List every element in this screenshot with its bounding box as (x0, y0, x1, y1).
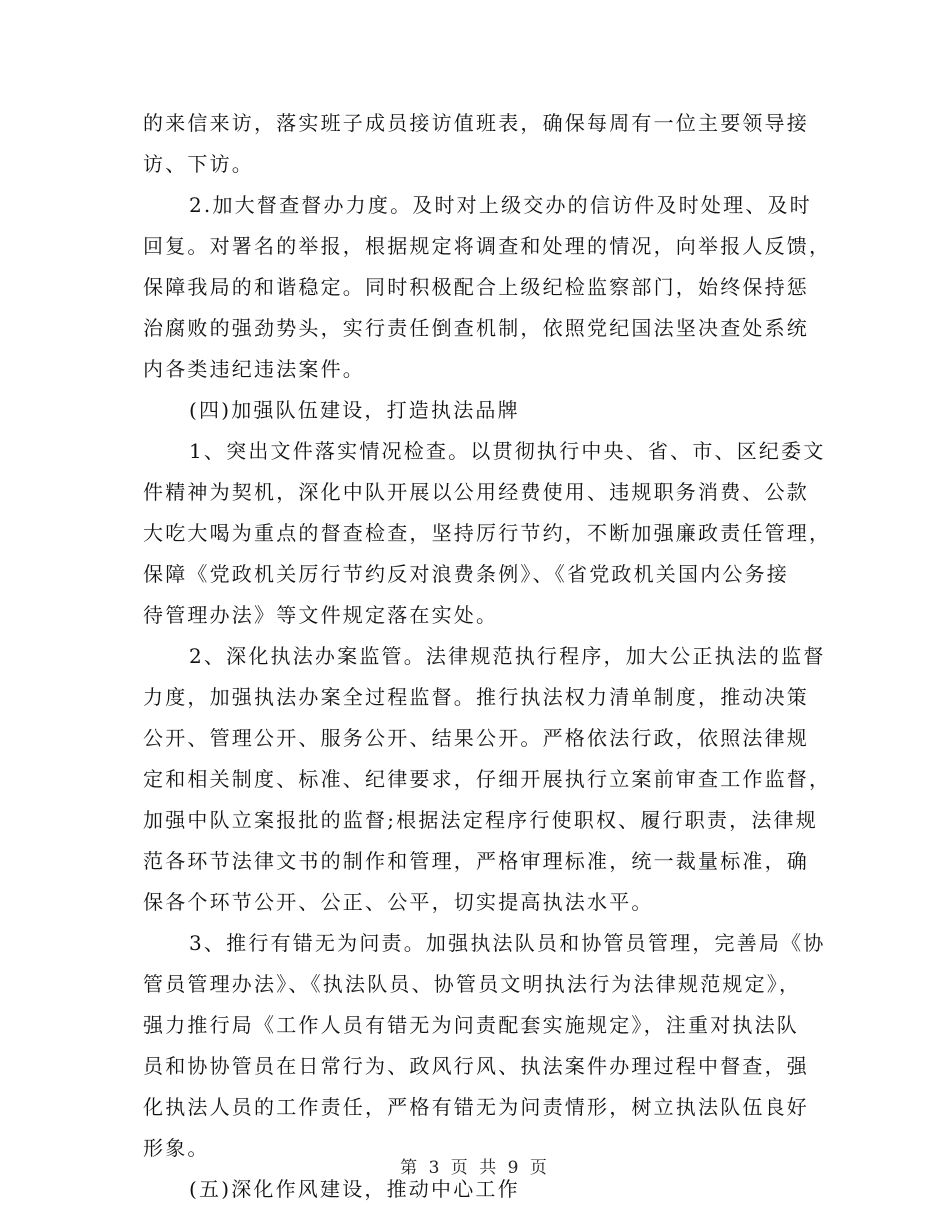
text-line: 大吃大喝为重点的督查检查，坚持厉行节约，不断加强廉政责任管理， (143, 521, 832, 545)
document-body (143, 103, 832, 1210)
text-line: 管员管理办法》、《执法队员、协管员文明执法行为法律规范规定》， (143, 972, 802, 996)
text-line: 范各环节法律文书的制作和管理，严格审理标准，统一裁量标准，确 (143, 849, 809, 873)
section-heading: (五)深化作风建设，推动中心工作 (189, 1177, 520, 1201)
paragraph-enforcement-supervision (143, 636, 832, 923)
text-line: 保各个环节公开、公正、公平，切实提高执法水平。 (143, 890, 654, 914)
paragraph-reception-duty (143, 103, 808, 185)
text-line: 回复。对署名的举报，根据规定将调查和处理的情况，向举报人反馈， (143, 234, 832, 258)
page-number-footer: 第 3 页 共 9 页 (400, 1158, 550, 1178)
text-line: 定和相关制度、标准、纪律要求，仔细开展执行立案前审查工作监督， (143, 767, 832, 791)
text-line: 治腐败的强劲势头，实行责任倒查机制，依照党纪国法坚决查处系统 (143, 316, 809, 340)
text-line: 员和协协管员在日常行为、政风行风、执法案件办理过程中督查，强 (143, 1054, 809, 1078)
text-line: 化执法人员的工作责任，严格有错无为问责情形，树立执法队伍良好 (143, 1095, 809, 1119)
text-line: 保障《党政机关厉行节约反对浪费条例》、《省党政机关国内公务接 (143, 562, 789, 586)
text-line: 2.加大督查督办力度。及时对上级交办的信访件及时处理、及时 (189, 193, 812, 217)
text-line: 访、下访。 (143, 152, 254, 176)
text-line: 保障我局的和谐稳定。同时积极配合上级纪检监察部门，始终保持惩 (143, 275, 809, 299)
text-line: 内各类违纪违法案件。 (143, 357, 365, 381)
text-line: 件精神为契机，深化中队开展以公用经费使用、违规职务消费、公款 (143, 480, 809, 504)
text-line: 待管理办法》等文件规定落在实处。 (143, 603, 499, 627)
section-heading-four (143, 390, 808, 431)
text-line: 的来信来访，落实班子成员接访值班表，确保每周有一位主要领导接 (143, 111, 809, 135)
section-heading: (四)加强队伍建设，打造执法品牌 (189, 398, 520, 422)
text-line: 力度，加强执法办案全过程监督。推行执法权力清单制度，推动决策 (143, 685, 809, 709)
paragraph-accountability (143, 923, 826, 1169)
text-line: 加强中队立案报批的监督;根据法定程序行使职权、履行职责，法律规 (143, 808, 818, 832)
text-line: 公开、管理公开、服务公开、结果公开。严格依法行政，依照法律规 (143, 726, 809, 750)
text-line: 2、深化执法办案监管。法律规范执行程序，加大公正执法的监督 (189, 644, 826, 668)
text-line: 3、推行有错无为问责。加强执法队员和协管员管理，完善局《协 (189, 931, 826, 955)
text-line: 形象。 (143, 1136, 210, 1160)
text-line: 强力推行局《工作人员有错无为问责配套实施规定》，注重对执法队 (143, 1013, 799, 1037)
text-line: 1、突出文件落实情况检查。以贯彻执行中央、省、市、区纪委文 (189, 439, 826, 463)
paragraph-supervision (143, 185, 832, 390)
paragraph-document-inspection (143, 431, 832, 636)
